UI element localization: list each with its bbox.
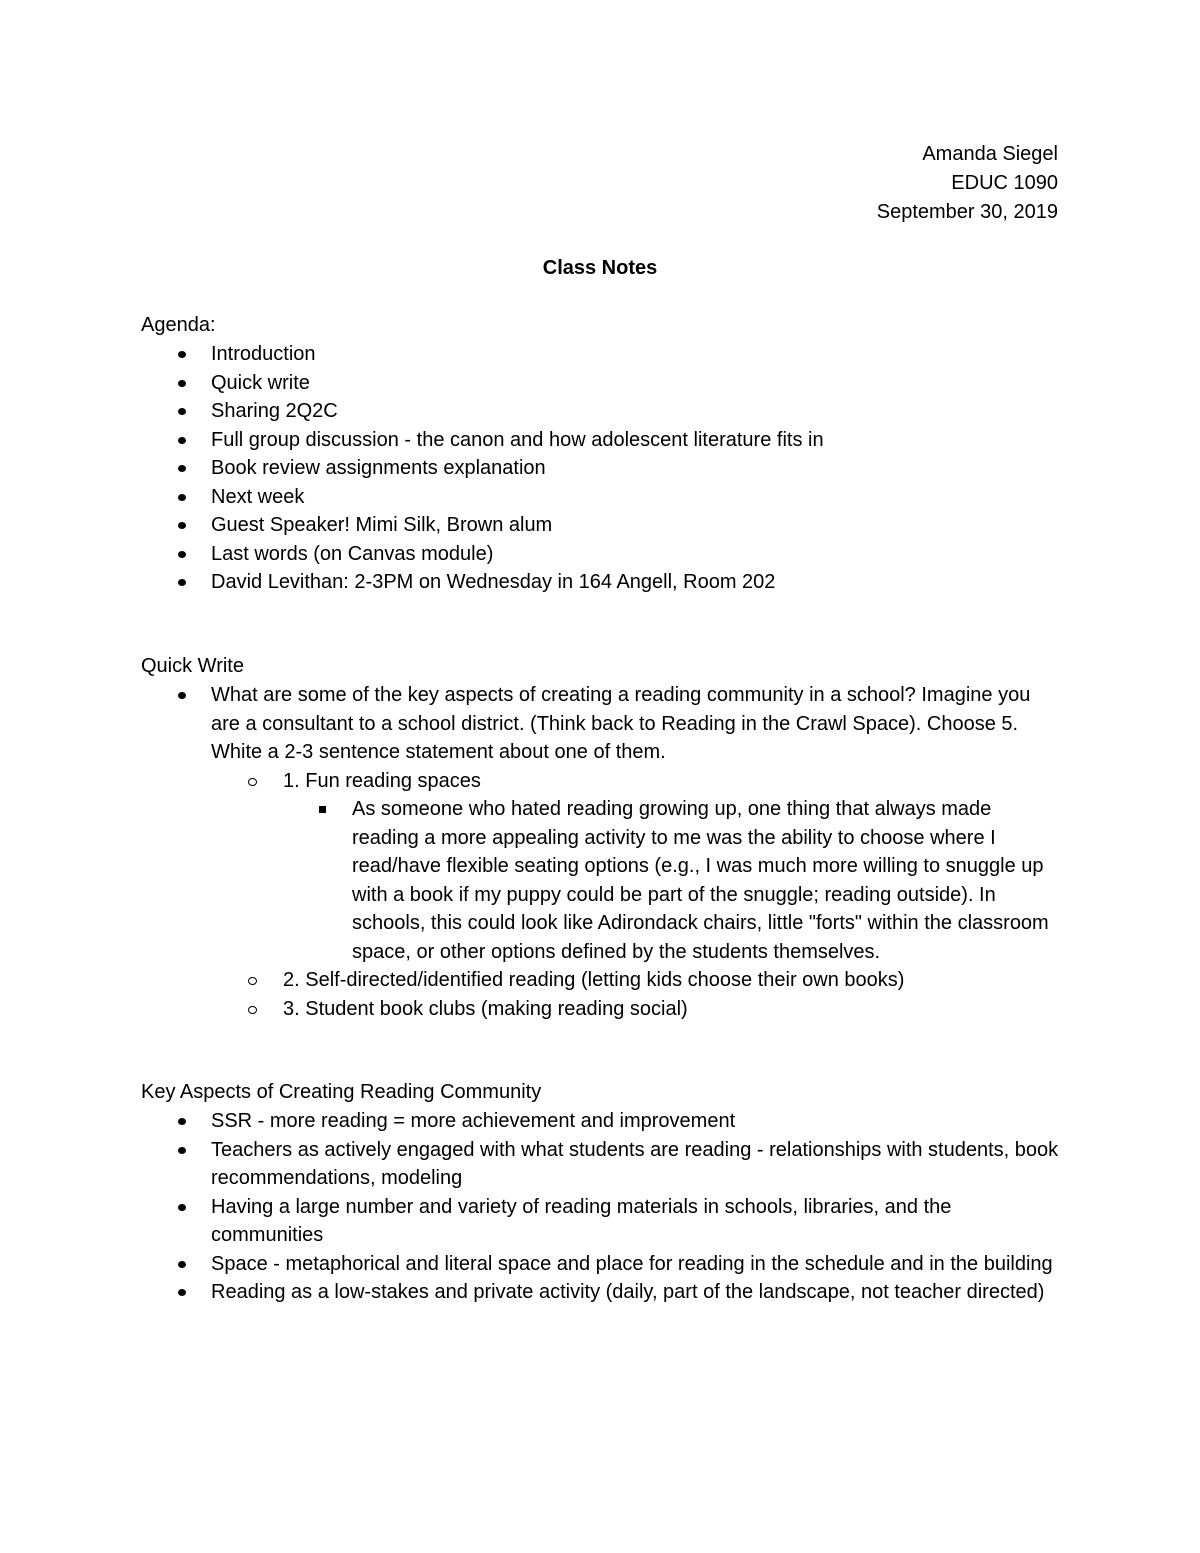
key-aspects-list bbox=[141, 1107, 1061, 1307]
bullet-disc-icon bbox=[178, 579, 186, 586]
document-title: Class Notes bbox=[542, 257, 658, 279]
list-item bbox=[141, 426, 1061, 455]
bullet-disc-icon bbox=[178, 494, 186, 501]
bullet-disc-icon bbox=[178, 1289, 186, 1296]
list-item bbox=[141, 397, 1061, 426]
list-item-text: Introduction bbox=[211, 343, 316, 365]
quick-write-prompt: What are some of the key aspects of creating a reading community in a school? Imagine you are a consultant to a school district. (Think back to Reading in the Crawl Space). Choose 5. White a 2-3 sentence statement about one of them. bbox=[211, 684, 1031, 763]
bullet-square-icon bbox=[319, 806, 326, 813]
bullet-disc-icon bbox=[178, 437, 186, 444]
list-item-text: Guest Speaker! Mimi Silk, Brown alum bbox=[211, 514, 553, 536]
quick-write-heading: Quick Write bbox=[141, 655, 244, 677]
list-item bbox=[141, 1136, 1061, 1193]
list-item bbox=[141, 369, 1061, 398]
bullet-circle-icon bbox=[248, 1006, 257, 1014]
agenda-heading: Agenda: bbox=[141, 314, 216, 336]
author-name: Amanda Siegel bbox=[922, 143, 1058, 165]
agenda-section bbox=[141, 311, 1061, 597]
list-item bbox=[141, 340, 1061, 369]
document-date: September 30, 2019 bbox=[876, 201, 1058, 223]
agenda-list bbox=[141, 340, 1061, 597]
list-item bbox=[141, 966, 1061, 995]
list-item-text: Full group discussion - the canon and how adolescent literature fits in bbox=[211, 428, 824, 451]
list-item-text: Sharing 2Q2C bbox=[211, 400, 338, 422]
list-item-text: Reading as a low-stakes and private activity (daily, part of the landscape, not teacher directed) bbox=[211, 1281, 1045, 1303]
list-item bbox=[141, 995, 1061, 1024]
bullet-circle-icon bbox=[248, 778, 257, 786]
bullet-disc-icon bbox=[178, 522, 186, 529]
list-item-text: Last words (on Canvas module) bbox=[211, 542, 494, 565]
bullet-disc-icon bbox=[178, 408, 186, 415]
list-item bbox=[141, 1193, 1061, 1250]
list-item bbox=[141, 681, 1061, 767]
list-item-text: 2. Self-directed/identified reading (letting kids choose their own books) bbox=[283, 969, 905, 991]
list-item-text: 1. Fun reading spaces bbox=[283, 769, 481, 792]
list-item-text: Book review assignments explanation bbox=[211, 457, 546, 479]
list-item bbox=[141, 1107, 1061, 1136]
document-header bbox=[877, 140, 1058, 227]
course-code: EDUC 1090 bbox=[951, 172, 1058, 194]
list-item bbox=[141, 1250, 1061, 1279]
list-item-text: 3. Student book clubs (making reading social) bbox=[283, 997, 688, 1020]
list-item-text: Quick write bbox=[211, 371, 310, 394]
bullet-disc-icon bbox=[178, 1118, 186, 1125]
bullet-disc-icon bbox=[178, 380, 186, 387]
list-item bbox=[141, 540, 1061, 569]
bullet-disc-icon bbox=[178, 465, 186, 472]
key-aspects-heading: Key Aspects of Creating Reading Community bbox=[141, 1081, 542, 1103]
bullet-circle-icon bbox=[248, 977, 257, 985]
bullet-disc-icon bbox=[178, 551, 186, 558]
list-item bbox=[141, 511, 1061, 540]
list-item-text: David Levithan: 2-3PM on Wednesday in 164 Angell, Room 202 bbox=[211, 571, 776, 593]
list-item-text: Next week bbox=[211, 485, 305, 508]
list-item bbox=[141, 767, 1061, 796]
list-item-text: Space - metaphorical and literal space and place for reading in the schedule and in the building bbox=[211, 1252, 1053, 1275]
list-item-text: Teachers as actively engaged with what students are reading - relationships with students, book recommendations, modeling bbox=[211, 1138, 1059, 1189]
bullet-disc-icon bbox=[178, 1147, 186, 1154]
list-item bbox=[141, 1278, 1061, 1307]
quick-write-list bbox=[141, 681, 1061, 1023]
quick-write-detail: As someone who hated reading growing up, one thing that always made reading a more appealing activity to me was the ability to choose where I read/have flexible seating options (e.g., I was much more willing to snuggle up with a book if my puppy could be part of the snuggle; reading outside). In schools, this could look like Adirondack chairs, little "forts" within the classroom space, or other options defined by the students themselves. bbox=[352, 798, 1049, 963]
list-item bbox=[141, 483, 1061, 512]
bullet-disc-icon bbox=[178, 351, 186, 358]
bullet-disc-icon bbox=[178, 692, 186, 699]
bullet-disc-icon bbox=[178, 1261, 186, 1268]
quick-write-section bbox=[141, 652, 1061, 1023]
list-item-text: Having a large number and variety of reading materials in schools, libraries, and the communities bbox=[211, 1195, 952, 1246]
list-item bbox=[141, 795, 1061, 966]
list-item bbox=[141, 568, 1061, 597]
bullet-disc-icon bbox=[178, 1204, 186, 1211]
key-aspects-section bbox=[141, 1078, 1061, 1307]
list-item-text: SSR - more reading = more achievement and improvement bbox=[211, 1110, 736, 1132]
list-item bbox=[141, 454, 1061, 483]
